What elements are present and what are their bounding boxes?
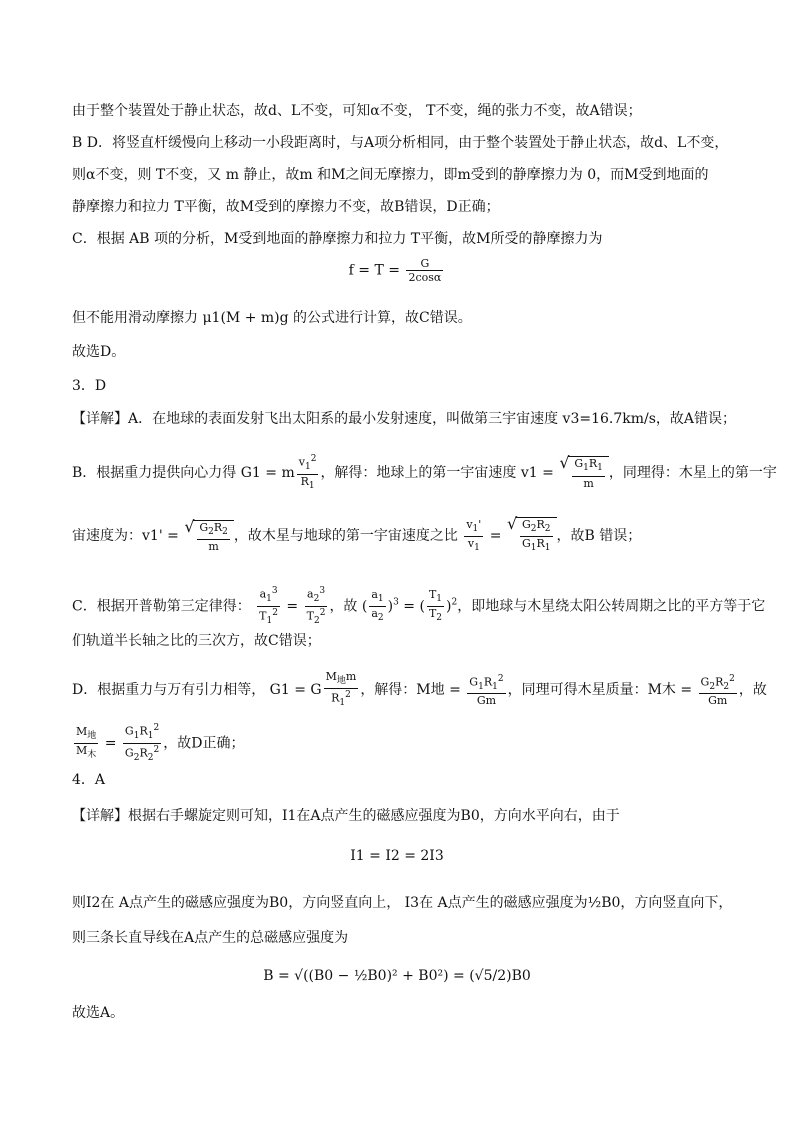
question-number: 3．D bbox=[72, 378, 107, 394]
equation-friction: f = T = $\frac{G}{2\cos\alpha}$ bbox=[348, 257, 442, 284]
text-line: 则三条长直导线在A点产生的总磁感应强度为 bbox=[72, 930, 349, 946]
text-line: 但不能用滑动摩擦力 μ1(M + m)g 的公式进行计算，故C错误。 bbox=[72, 310, 472, 326]
text-line: 则I2在 A点产生的磁感应强度为B0，方向竖直向上， I3在 A点产生的磁感应强度为½B0，方向竖直向下， bbox=[72, 895, 733, 911]
text-line: 【详解】A．在地球的表面发射飞出太阳系的最小发射速度，叫做第三宇宙速度 v3=16.7km/s，故A错误； bbox=[72, 411, 737, 427]
text-line-formula: D．根据重力与万有引力相等， G1 = G $\frac{M_地m}{R_1^2}$ ，解得：M地 = $\frac{G_1R_1^2}{Gm}$ ，同理可得木星质量：M木 = $\frac{G_2R_2^2}{Gm}$ ，故 bbox=[72, 670, 767, 709]
text-line: 静摩擦力和拉力 T平衡，故M受到的摩擦力不变，故B错误，D正确； bbox=[72, 199, 500, 215]
text-line: 由于整个装置处于静止状态，故d、L不变，可知α不变， T不变，绳的张力不变，故A错误； bbox=[72, 103, 642, 119]
equation-total-field: B = √((B0 − ½B0)² + B0²) = (√5/2)B0 bbox=[263, 968, 531, 984]
text-line: 故选A。 bbox=[72, 1005, 125, 1021]
text-line: 则α不变，则 T不变，又 m 静止，故m 和M之间无摩擦力，即m受到的静摩擦力为 0，而M受到地面的 bbox=[72, 167, 709, 183]
question-number: 4．A bbox=[72, 772, 106, 788]
text-line-formula: $\frac{M_地}{M_木}$ = $\frac{G_1R_1^2}{G_2R_2^2}$ ，故D正确； bbox=[76, 723, 245, 763]
text-line: C．根据 AB 项的分析，M受到地面的静摩擦力和拉力 T平衡，故M所受的静摩擦力为 bbox=[72, 231, 603, 247]
text-line-formula: 宙速度为：v1' = √ $\frac{G_2R_2}{m}$ ，故木星与地球的第一宇宙速度之比 $\frac{v_1'}{v_1}$ = √ $\frac{G_2R_2}{G_1R_1}$ ，故B 错误； bbox=[72, 517, 724, 555]
text-line: B D．将竖直杆缓慢向上移动一小段距离时，与A项分析相同，由于整个装置处于静止状态，故d、L不变， bbox=[72, 135, 729, 151]
text-line: 们轨道半长轴之比的三次方，故C错误； bbox=[72, 633, 321, 649]
text-line-formula: C．根据开普勒第三定律得： $\frac{a_1^3}{T_1^2}$ = $\frac{a_2^3}{T_2^2}$ ，故 ( $\frac{a_1}{a_2}$ )$^3$ = ( $\frac{T_1}{T_2}$ )$^2$，即地球与木星绕太阳公转周期之比的平方等于它 bbox=[72, 586, 766, 626]
text-line: 【详解】根据右手螺旋定则可知，I1在A点产生的磁感应强度为B0，方向水平向右，由于 bbox=[72, 808, 620, 824]
text-line: 故选D。 bbox=[72, 344, 126, 360]
equation-currents: I1 = I2 = 2I3 bbox=[350, 848, 444, 864]
text-line-formula: B．根据重力提供向心力得 G1 = m $\frac{v_1^2}{R_1}$ ，解得：地球上的第一宇宙速度 v1 = √ $\frac{G_1R_1}{m}$ ，同理得：木星上的第一宇 bbox=[72, 453, 724, 493]
